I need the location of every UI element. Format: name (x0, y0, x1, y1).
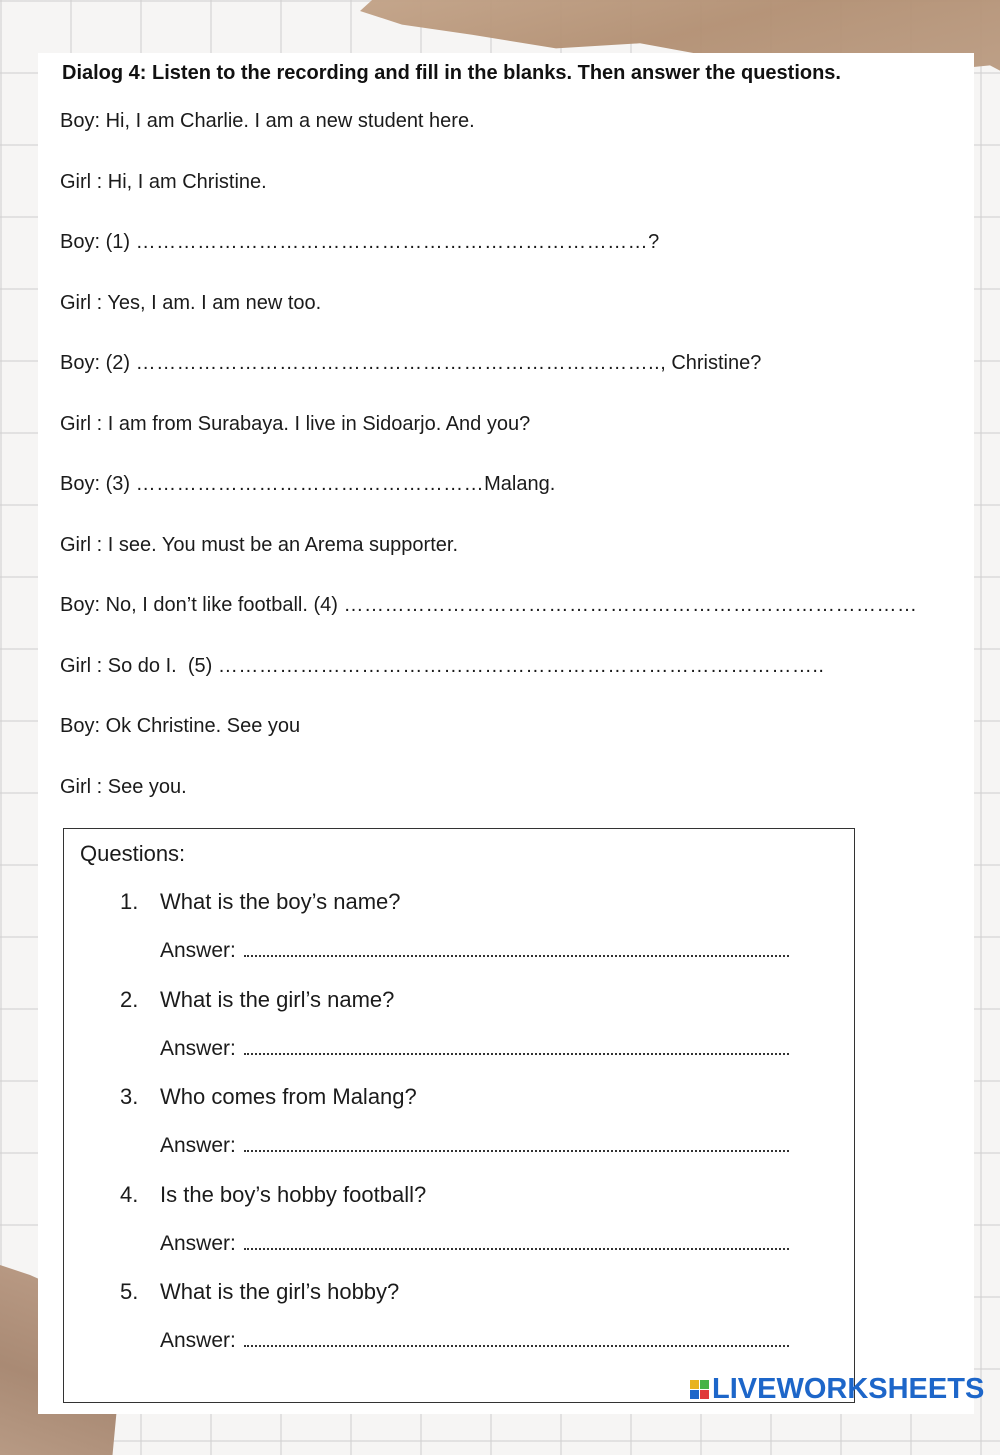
question-text: What is the girl’s name? (160, 987, 395, 1012)
dialog-text: : I see. You must be an Arema supporter. (91, 534, 459, 556)
question-item (120, 1279, 399, 1305)
question-number: 3. (120, 1084, 139, 1109)
speaker: Boy (60, 715, 95, 737)
questions-heading: Questions: (80, 841, 186, 866)
fill-in-blank[interactable]: ………………………………………………………………….. (135, 352, 661, 374)
dialog-text: : Hi, I am Christine. (91, 171, 267, 193)
four-square-grid-icon (690, 1380, 709, 1399)
speaker: Girl (60, 776, 92, 798)
dialog-line (60, 352, 761, 375)
question-text: Is the boy’s hobby football? (160, 1182, 427, 1207)
answer-label: Answer: (160, 1134, 236, 1157)
dialog-line (60, 473, 555, 496)
question-text: What is the girl’s hobby? (160, 1279, 400, 1304)
dialog-text-after-blank: Malang. (484, 473, 556, 495)
fill-in-blank[interactable]: …………………………………………………………………………….. (217, 655, 825, 677)
dialog-line (60, 776, 187, 799)
speaker: Boy (60, 110, 95, 132)
dialog-text-after-blank: ? (648, 231, 660, 253)
answer-row (160, 1132, 789, 1158)
dialog-line (60, 171, 267, 194)
logo-square (700, 1380, 709, 1389)
answer-row (160, 1327, 789, 1353)
answer-input[interactable] (244, 1230, 789, 1250)
answer-input[interactable] (244, 1132, 789, 1152)
speaker: Girl (60, 171, 92, 193)
dialog-line (60, 594, 917, 617)
dialog-text: : So do I. (5) (91, 655, 218, 677)
speaker: Boy (60, 594, 95, 616)
dialog-line (60, 534, 458, 557)
fill-in-blank[interactable]: ………………………………………………………………… (135, 231, 649, 253)
answer-input[interactable] (244, 937, 789, 957)
logo-square (690, 1380, 699, 1389)
question-text: What is the boy’s name? (160, 889, 401, 914)
dialog-text: : (3) (94, 473, 136, 495)
speaker: Boy (60, 473, 95, 495)
dialog-text: : (2) (94, 352, 136, 374)
dialog-line (60, 413, 530, 436)
dialog-line (60, 231, 659, 254)
answer-input[interactable] (244, 1327, 789, 1347)
dialog-text: : No, I don’t like football. (4) (94, 594, 344, 616)
answer-input[interactable] (244, 1035, 789, 1055)
question-text: Who comes from Malang? (160, 1084, 417, 1109)
questions-box (63, 828, 855, 1403)
liveworksheets-logo (690, 1372, 984, 1406)
speaker: Boy (60, 352, 95, 374)
brand-name: LIVEWORKSHEETS (712, 1372, 985, 1405)
dialog-line (60, 655, 824, 678)
question-item (120, 1182, 426, 1208)
logo-square (700, 1390, 709, 1399)
dialog-line (60, 292, 321, 315)
answer-label: Answer: (160, 1232, 236, 1255)
dialog-text: : See you. (91, 776, 187, 798)
answer-row (160, 937, 789, 963)
speaker: Girl (60, 655, 92, 677)
dialog-text: : Yes, I am. I am new too. (91, 292, 322, 314)
speaker: Girl (60, 413, 92, 435)
question-number: 2. (120, 987, 139, 1012)
dialog-text: : I am from Surabaya. I live in Sidoarjo. And you? (91, 413, 531, 435)
fill-in-blank[interactable]: …………………………………………… (135, 473, 485, 495)
dialog-line (60, 715, 300, 738)
answer-label: Answer: (160, 939, 236, 962)
question-item (120, 987, 394, 1013)
question-number: 1. (120, 889, 139, 914)
question-item (120, 889, 401, 915)
dialog-line (60, 110, 475, 133)
answer-row (160, 1230, 789, 1256)
speaker: Girl (60, 534, 92, 556)
logo-square (690, 1390, 699, 1399)
answer-row (160, 1035, 789, 1061)
fill-in-blank[interactable]: ………………………………………………………………………… (343, 594, 918, 616)
question-number: 4. (120, 1182, 139, 1207)
speaker: Girl (60, 292, 92, 314)
speaker: Boy (60, 231, 95, 253)
dialog-text: : Hi, I am Charlie. I am a new student here. (94, 110, 475, 132)
answer-label: Answer: (160, 1037, 236, 1060)
worksheet-title: Dialog 4: Listen to the recording and fill in the blanks. Then answer the questions. (62, 62, 841, 84)
dialog-text: : (1) (94, 231, 136, 253)
answer-label: Answer: (160, 1329, 236, 1352)
dialog-text: : Ok Christine. See you (94, 715, 301, 737)
question-item (120, 1084, 417, 1110)
dialog-text-after-blank: , Christine? (660, 352, 762, 374)
question-number: 5. (120, 1279, 139, 1304)
